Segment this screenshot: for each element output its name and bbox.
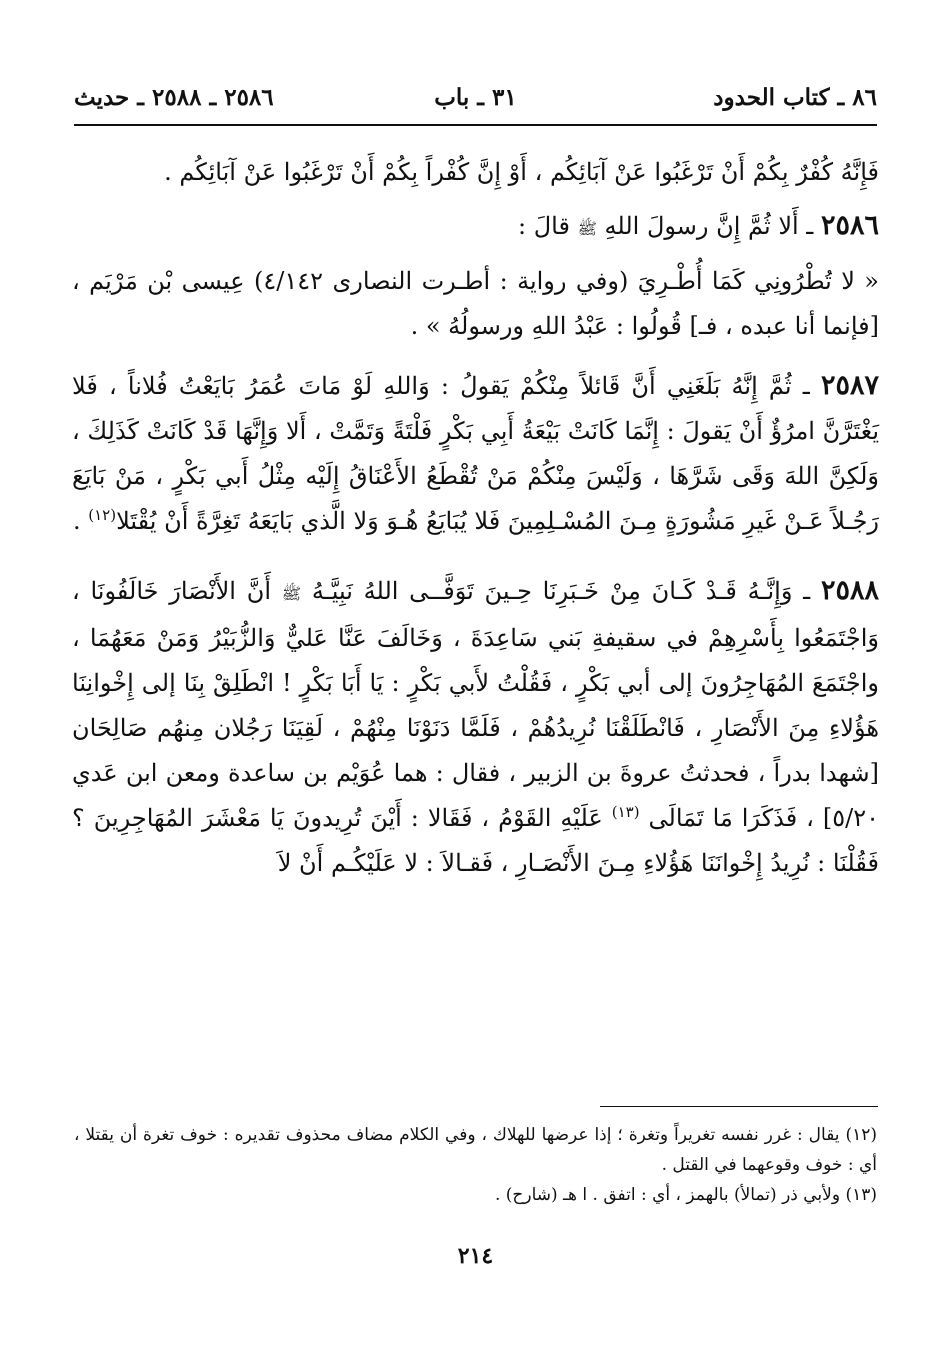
footnote-12: (١٢) يقال : غرر نفسه تغريراً وتغرة ؛ إذا عرضها للهلاك ، وفي الكلام مضاف محذوف تقديره : خوف تغرة أن يقتلا ، أي : خوف وقوعهما في القتل . (74, 1125, 877, 1175)
footnote-13: (١٣) ولأبي ذر (تمالأ) بالهمز ، أي : اتفق . ا هـ (شارح) . (494, 1185, 877, 1205)
footnotes (74, 1120, 877, 1210)
hadith-2588: ٢٥٨٨ ـ وَإِنَّـهُ قَـدْ كَـانَ مِنْ خَـبَرِنَا حِـينَ تَوَفَّــى اللهُ نَبِيَّـهُ ﷺ أَنَّ الأَنْصَارَ خَالَفُونَا ، وَاجْتَمَعُوا بِأَسْرِهِمْ في سقيفةِ بَني سَاعِدَةَ ، وَخَالَفَ عَنَّا عَليٌّ وَالزُّبَيْرُ وَمَنْ مَعَهُمَا ، واجْتَمَعَ المُهَاجِرُونَ إلى أبي بَكْرٍ ، فَقُلْتُ لأَبي بَكْرٍ : يَا أَبَا بَكْرٍ ! انْطَلِقْ بِنَا إلى إِخْوانِنَا هَؤُلاءِ مِنَ الأَنْصَارِ ، فَانْطَلَقْنَا نُرِيدُهُمْ ، فَلَمَّا دَنَوْنَا مِنْهُمْ ، لَقِيَنَا رَجُلان مِنهُم صَالِحَان [شهدا بدراً ، فحدثتُ عروةَ بن الزبير ، فقال : هما عُوَيْم بن ساعدة ومعن ابن عَدي ٥/٢٠] ، فَذَكَرَا مَا تَمَالَى $^{(١٣)}$ عَلَيْهِ القَوْمُ ، فَقَالا : أَيْنَ تُرِيدونَ يَا مَعْشَرَ المُهَاجِرِينَ ؟ فَقُلْنَا : نُرِيدُ إِخْوانَنَا هَؤُلاءِ مِـنَ الأَنْصَـارِ ، فَقـالاَ : لا عَلَيْكُـم أَنْ لاَ (72, 575, 879, 877)
hadith-2586-quote: « لا تُطْرُونِي كَمَا أُطْـرِيَ (وفي رواية : أطـرت النصارى ٤/١٤٢) عِيسى بْن مَرْيَم ، [فإنما أنا عبده ، فـ] قُولُوا : عَبْدُ اللهِ ورسولُهُ » . (72, 267, 879, 340)
hadith-2587: ٢٥٨٧ ـ ثُمَّ إِنَّهُ بَلَغَنِي أَنَّ قَائلاً مِنْكُمْ يَقولُ : وَاللهِ لَوْ مَاتَ عُمَرُ بَايَعْتُ فُلاناً ، فَلا يَغْتَرَّنَّ امرُؤٌ أَنْ يَقولَ : إِنَّمَا كَانَتْ بَيْعَةُ أَبِي بَكْرٍ فَلْتَةً وَتَمَّتْ ، أَلا وَإِنَّهَا قَدْ كَانَتْ كَذَلِكَ ، وَلَكِنَّ اللهَ وَقَى شَرَّهَا ، وَلَيْسَ مِنْكُمْ مَنْ تُقْطَعُ الأَعْنَاقُ إِلَيْه مِثْلُ أَبي بَكْرٍ ، مَنْ بَايَعَ رَجُـلاً عَـنْ غَيرِ مَشُورَةٍ مِـنَ المُسْـلِمِينَ فَلا يُبَايَعُ هُـوَ وَلا الَّذي بَايَعَهُ تَغِرَّةً أَنْ يُقْتَلا$^{(١٢)}$ . (72, 370, 879, 535)
running-header (74, 80, 877, 120)
page-number: ٢١٤ (457, 1243, 494, 1269)
salla-honorific: ﷺ (577, 219, 597, 238)
header-chapter: ٨٦ ـ كتاب الحدود (713, 84, 877, 111)
header-rule (74, 124, 877, 126)
hadith-number: ٢٥٨٦ (820, 210, 879, 241)
header-hadith-range: ٢٥٨٦ ـ ٢٥٨٨ ـ حديث (74, 84, 274, 111)
paragraph-1: فَإِنَّهُ كُفْرٌ بِكُمْ أَنْ تَرْغَبُوا عَنْ آبَائِكُم ، أَوْ إِنَّ كُفْراً بِكُمْ أَنْ تَرْغَبُوا عَنْ آبَائِكُم . (164, 158, 879, 186)
salla-honorific: ﷺ (281, 584, 302, 603)
footnote-ref-13: (١٣) (611, 803, 640, 821)
header-section: ٣١ ـ باب (434, 84, 517, 111)
hadith-2586-intro: ٢٥٨٦ ـ أَلا ثُمَّ إِنَّ رسولَ اللهِ ﷺ قالَ : (517, 210, 879, 241)
hadith-number: ٢٥٨٨ (820, 575, 879, 606)
main-text (72, 150, 879, 886)
hadith-number: ٢٥٨٧ (820, 370, 879, 401)
footnote-ref-12: (١٢) (88, 506, 117, 524)
footnote-rule (600, 1106, 878, 1107)
